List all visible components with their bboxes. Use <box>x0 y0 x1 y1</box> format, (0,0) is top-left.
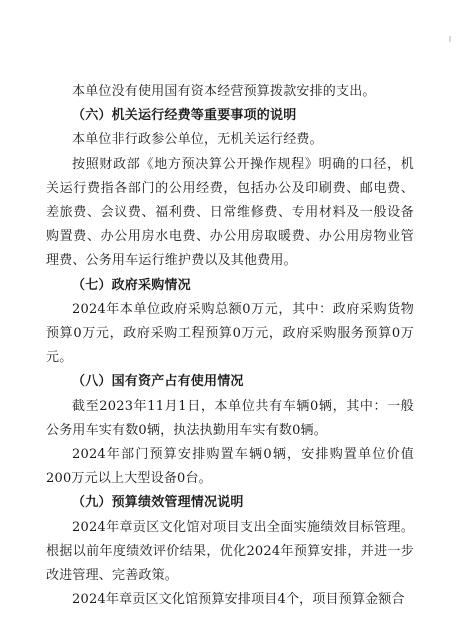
heading-section-6: （六）机关运行经费等重要事项的说明 <box>72 108 297 124</box>
paragraph-vehicles: 截至2023年11月1日，本单位共有车辆0辆，其中：一般公务用车实有数0辆，执法执勤用车实有数0辆。 <box>46 398 414 438</box>
paragraph-performance-management: 2024年章贡区文化馆对项目支出全面实施绩效目标管理。根据以前年度绩效评价结果，优化2024年预算安排，并进一步改进管理、完善政策。 <box>46 519 414 584</box>
heading-section-9: （九）预算绩效管理情况说明 <box>72 495 244 511</box>
heading-section-8: （八）国有资产占有使用情况 <box>72 374 244 390</box>
heading-section-7: （七）政府采购情况 <box>72 277 191 293</box>
paragraph-project-budget: 2024年章贡区文化馆预算安排项目4个，项目预算金额合 <box>72 592 405 608</box>
paragraph-state-capital-budget: 本单位没有使用国有资本经营预算拨款安排的支出。 <box>72 84 376 99</box>
paragraph-procurement: 2024年本单位政府采购总额0万元，其中：政府采购货物预算0万元，政府采购工程预算0万元，政府采购服务预算0万元。 <box>46 301 414 366</box>
paragraph-no-operating-funds: 本单位非行政参公单位，无机关运行经费。 <box>72 132 323 148</box>
paragraph-vehicle-purchase: 2024年部门预算安排购置车辆0辆，安排购置单位价值200万元以上大型设备0台。 <box>46 447 414 487</box>
paragraph-operating-funds-definition: 按照财政部《地方预决算公开操作规程》明确的口径，机关运行费指各部门的公用经费，包括办公及印刷费、邮电费、差旅费、会议费、福利费、日常维修费、专用材料及一般设备购置费、办公用房水电费、办公用房取暖费、办公用房物业管理费、公务用车运行维护费以及其他费用。 <box>46 156 414 269</box>
page-edge-mark <box>449 36 451 42</box>
document-body <box>46 80 414 612</box>
